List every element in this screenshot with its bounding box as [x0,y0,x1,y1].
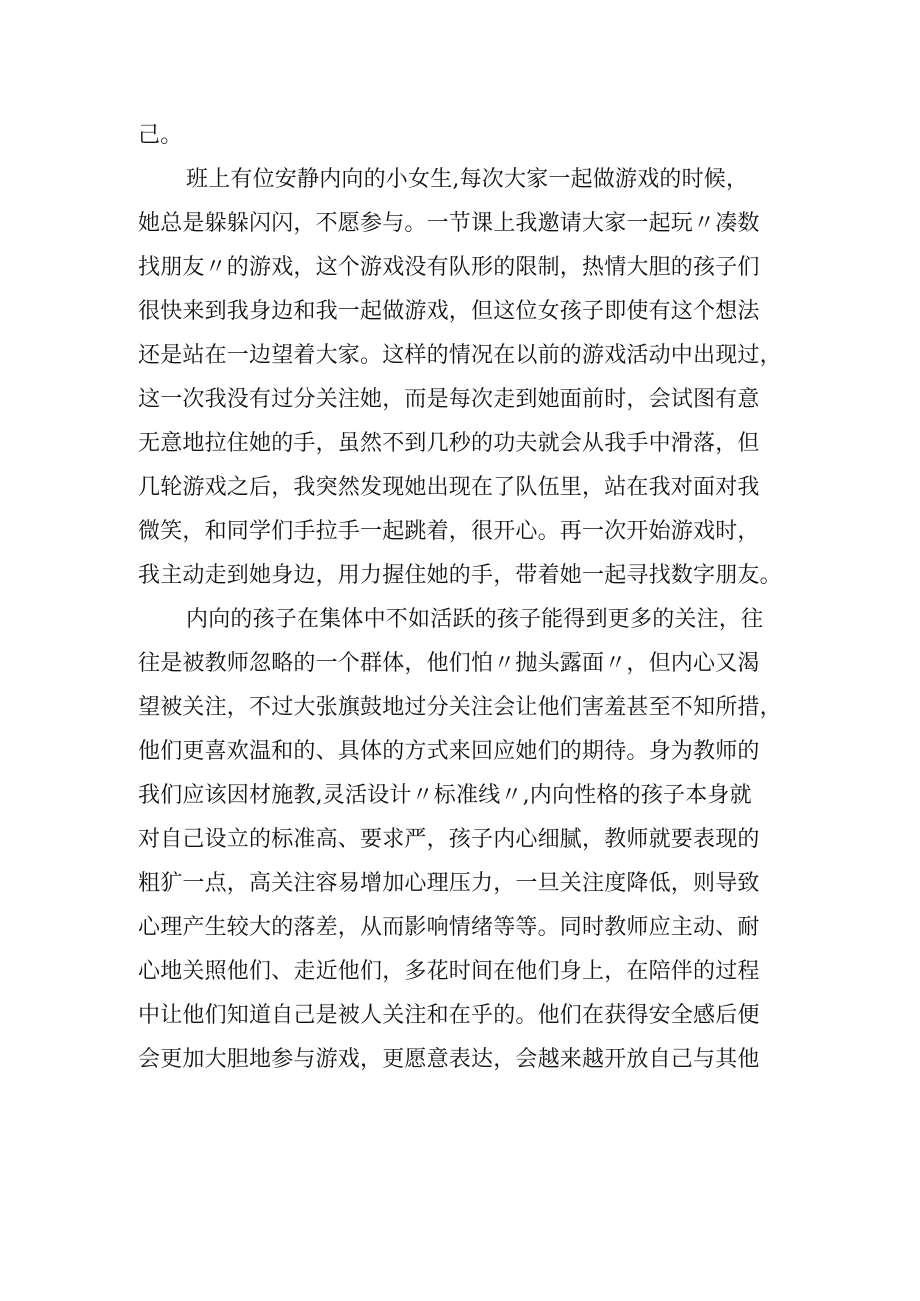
text-line: 几轮游戏之后，我突然发现她出现在了队伍里，站在我对面对我 [138,475,760,500]
text-line: 对自己设立的标准高、要求严，孩子内心细腻，教师就要表现的 [138,827,760,852]
text-line: 粗犷一点，高关注容易增加心理压力，一旦关注度降低，则导致 [138,871,760,896]
text-line: 这一次我没有过分关注她，而是每次走到她面前时，会试图有意 [138,387,760,412]
text-line: 中让他们知道自己是被人关注和在乎的。他们在获得安全感后便 [138,1003,760,1028]
text-line: 他们更喜欢温和的、具体的方式来回应她们的期待。身为教师的 [138,739,760,764]
text-line: 她总是躲躲闪闪，不愿参与。一节课上我邀请大家一起玩〃凑数 [138,211,760,236]
text-line: 找朋友〃的游戏，这个游戏没有队形的限制，热情大胆的孩子们 [138,255,760,280]
text-line: 很快来到我身边和我一起做游戏，但这位女孩子即使有这个想法 [138,299,760,324]
text-line: 微笑，和同学们手拉手一起跳着，很开心。再一次开始游戏时， [138,519,760,544]
paragraph-first-line: 班上有位安静内向的小女生,每次大家一起做游戏的时候， [186,167,749,192]
text-line: 望被关注，不过大张旗鼓地过分关注会让他们害羞甚至不知所措， [138,695,782,720]
text-line: 心理产生较大的落差，从而影响情绪等等。同时教师应主动、耐 [138,915,760,940]
text-line: 还是站在一边望着大家。这样的情况在以前的游戏活动中出现过， [138,343,782,368]
text-line: 我主动走到她身边，用力握住她的手，带着她一起寻找数字朋友。 [138,563,782,588]
text-line: 心地关照他们、走近他们，多花时间在他们身上，在陪伴的过程 [138,959,760,984]
text-line: 无意地拉住她的手，虽然不到几秒的功夫就会从我手中滑落，但 [138,431,760,456]
text-line: 会更加大胆地参与游戏，更愿意表达，会越来越开放自己与其他 [138,1047,760,1072]
text-line: 己。 [138,123,183,148]
text-line: 我们应该因材施教,灵活设计〃标准线〃,内向性格的孩子本身就 [138,783,752,808]
paragraph-first-line: 内向的孩子在集体中不如活跃的孩子能得到更多的关注，往 [186,607,764,632]
text-line: 往是被教师忽略的一个群体，他们怕〃抛头露面〃，但内心又渴 [138,651,760,676]
